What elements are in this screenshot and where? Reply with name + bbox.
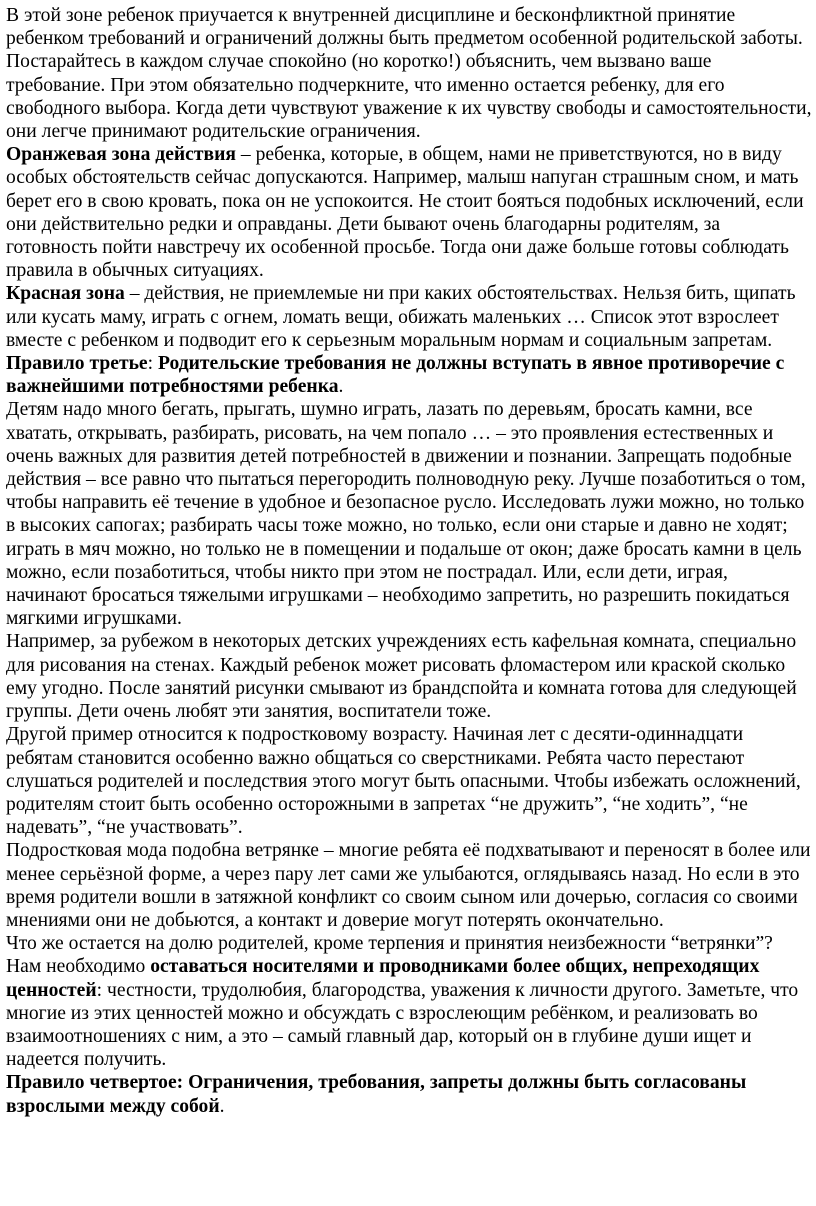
term-orange-zone: Оранжевая зона действия	[6, 144, 236, 166]
term-lasting-values: оставаться носителями и проводниками более общих, непреходящих ценностей	[6, 956, 760, 1001]
paragraph-natural-needs: Детям надо много бегать, прыгать, шумно играть, лазать по деревьям, бросать камни, все хватать, открывать, разбирать, рисовать, на чем попало … – это проявления естественных и очень важных для развития детей потребностей в движении и познании. Запрещать подобные действия – все равно что пытаться перегородить полноводную реку. Лучше позаботиться о том, чтобы направить её течение в удобное и безопасное русло. Исследовать лужи можно, но только в высоких сапогах; разбирать часы тоже можно, но только, если они старые и давно не ходят; играть в мяч можно, но только не в помещении и подальше от окон; даже бросать камни в цель можно, если позаботиться, чтобы никто при этом не пострадал. Или, если дети, играя, начинают бросаться тяжелыми игрушками – необходимо запретить, но разрешить покидаться мягкими игрушками.	[6, 399, 806, 630]
paragraph-orange-zone: Оранжевая зона действия – ребенка, которые, в общем, нами не приветствуются, но в виду особых обстоятельств сейчас допускаются. Например, малыш напуган страшным сном, и мать берет его в свою кровать, пока он не успокоится. Не стоит бояться подобных исключений, если они действительно редки и оправданы. Дети бывают очень благодарны родителям, за готовность пойти навстречу их особенной просьбе. Тогда они даже больше готовы соблюдать правила в обычных ситуациях.	[6, 144, 804, 282]
rule-three-label: Правило третье	[6, 353, 148, 375]
rule-four-statement: Правило четвертое: Ограничения, требования, запреты должны быть согласованы взрослыми между собой	[6, 1072, 747, 1117]
paragraph-teen-fashion: Подростковая мода подобна ветрянке – многие ребята её подхватывают и переносят в более или менее серьёзной форме, а через пару лет сами же улыбаются, оглядываясь назад. Но если в это время родители вошли в затяжной конфликт со своим сыном или дочерью, согласия со своими мнениями они не добьются, а контакт и доверие могут потерять окончательно.	[6, 840, 811, 931]
paragraph-parent-values: Что же остается на долю родителей, кроме терпения и принятия неизбежности “ветрянки”? Нам необходимо оставаться носителями и проводниками более общих, непреходящих ценностей: честности, трудолюбия, благородства, уважения к личности другого. Заметьте, что многие из этих ценностей можно и обсуждать с взрослеющим ребёнком, и реализовать во взаимоотношениях с ним, а это – самый главный дар, который он в глубине души ищет и надеется получить.	[6, 933, 799, 1071]
term-red-zone: Красная зона	[6, 283, 125, 305]
paragraph-tile-room-example: Например, за рубежом в некоторых детских учреждениях есть кафельная комната, специально для рисования на стенах. Каждый ребенок может рисовать фломастером или краской сколько ему угодно. После занятий рисунки смывают из брандспойта и комната готова для следующей группы. Дети очень любят эти занятия, воспитатели тоже.	[6, 631, 797, 723]
rule-three-heading: Правило третье: Родительские требования не должны вступать в явное противоречие с важнейшими потребностями ребенка.	[6, 353, 785, 398]
paragraph-green-zone-summary: В этой зоне ребенок приучается к внутренней дисциплине и бесконфликтной принятие ребенком требований и ограничений должны быть предметом особенной родительской заботы. Постарайтесь в каждом случае спокойно (но коротко!) объяснить, чем вызвано ваше требование. При этом обязательно подчеркните, что именно остается ребенку, для его свободного выбора. Когда дети чувствуют уважение к их чувству свободы и самостоятельности, они легче принимают родительские ограничения.	[6, 5, 812, 143]
rule-three-statement: Родительские требования не должны вступать в явное противоречие с важнейшими потребностями ребенка	[6, 353, 785, 398]
paragraph-teen-example: Другой пример относится к подростковому возрасту. Начиная лет с десяти-одиннадцати ребятам становится особенно важно общаться со сверстниками. Ребята часто перестают слушаться родителей и последствия этого могут быть опасными. Чтобы избежать осложнений, родителям стоит быть особенно осторожными в запретах “не дружить”, “не ходить”, “не надевать”, “не участвовать”.	[6, 724, 801, 839]
rule-four-heading: Правило четвертое: Ограничения, требования, запреты должны быть согласованы взрослыми между собой.	[6, 1072, 747, 1117]
paragraph-red-zone: Красная зона – действия, не приемлемые ни при каких обстоятельствах. Нельзя бить, щипать или кусать маму, играть с огнем, ломать вещи, обижать маленьких … Список этот взрослеет вместе с ребенком и подводит его к серьезным моральным нормам и социальным запретам.	[6, 283, 796, 351]
